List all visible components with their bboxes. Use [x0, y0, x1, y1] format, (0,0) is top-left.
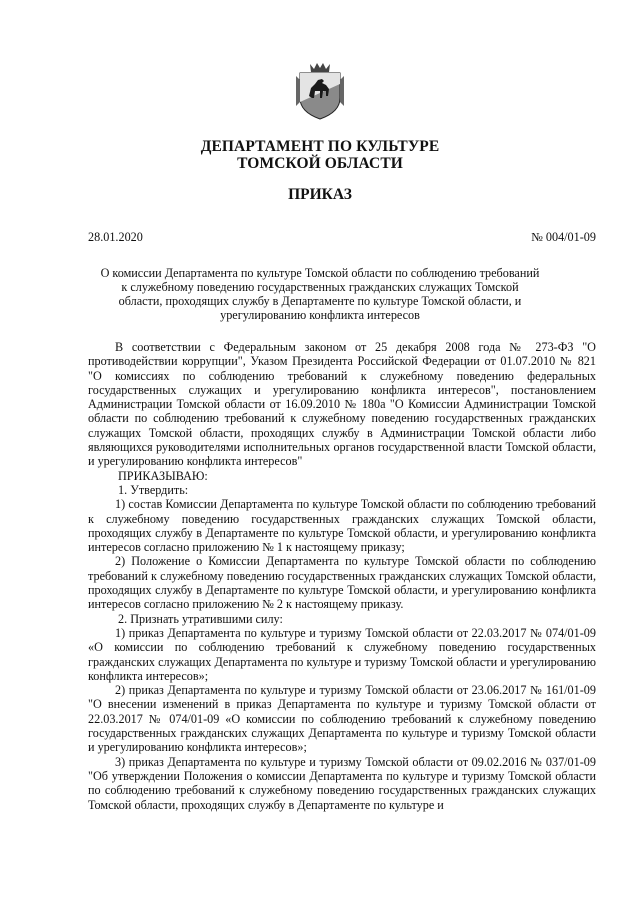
coat-of-arms-icon [295, 62, 345, 120]
order-subject: О комиссии Департамента по культуре Томской области по соблюдению требований к служебному поведению государственных гражданских служащих Томской области, проходящих службу в Департаменте по культуре Томской области, и урегулированию конфликта интересов [100, 266, 540, 322]
item-2-1-paragraph: 1) приказ Департамента по культуре и туризму Томской области от 22.03.2017 № 074/01-09 «О комиссии по соблюдению требований к служебному поведению государственных гражданских служащих Департамента по культуре и туризму Томской области и урегулированию конфликта интересов»; [88, 625, 596, 683]
order-body [88, 340, 596, 812]
department-line-2: ТОМСКОЙ ОБЛАСТИ [237, 155, 403, 172]
order-number: № 004/01-09 [531, 230, 596, 244]
item-1-heading: 1. Утвердить: [118, 482, 189, 497]
item-1-1-paragraph: 1) состав Комиссии Департамента по культуре Томской области по соблюдению требований к служебному поведению государственных гражданских служащих Томской области, проходящих службу в Департаменте по культуре Томской области, и урегулированию конфликта интересов согласно приложению № 1 к настоящему приказу; [88, 497, 596, 555]
item-2-2-paragraph: 2) приказ Департамента по культуре и туризму Томской области от 23.06.2017 № 161/01-09 "О внесении изменений в приказ Департамента по культуре и туризму Томской области от 22.03.2017 № 074/01-09 «О комиссии по соблюдению требований к служебному поведению государственных гражданских служащих Департамента по культуре и туризму Томской области и урегулированию конфликта интересов»; [88, 683, 596, 755]
department-line-1: ДЕПАРТАМЕНТ ПО КУЛЬТУРЕ [200, 138, 440, 155]
order-date: 28.01.2020 [88, 230, 143, 244]
department-name [0, 138, 640, 172]
preamble-paragraph: В соответствии с Федеральным законом от 25 декабря 2008 года № 273-ФЗ "О противодействии коррупции", Указом Президента Российской Федерации от 01.07.2010 № 821 "О комиссиях по соблюдению требований к служебному поведению федеральных государственных служащих и урегулированию конфликта интересов", постановлением Администрации Томской области от 16.09.2010 № 180а "О Комиссии Администрации Томской области по соблюдению требований к служебному поведению государственных гражданских служащих Томской области, проходящих службу в Администрации Томской области либо являющихся руководителями исполнительных органов государственной власти Томской области, и урегулированию конфликта интересов" [88, 340, 596, 469]
item-2-heading: 2. Признать утратившими силу: [118, 611, 283, 626]
document-type: ПРИКАЗ [288, 186, 352, 203]
item-2-3-paragraph: 3) приказ Департамента по культуре и туризму Томской области от 09.02.2016 № 037/01-09 "Об утверждении Положения о комиссии Департамента по культуре и туризму Томской области по соблюдению требований к служебному поведению государственных гражданских служащих Томской области, проходящих службу в Департаменте по культуре и [88, 754, 596, 812]
item-1-2-paragraph: 2) Положение о Комиссии Департамента по культуре Томской области по соблюдению требований к служебному поведению государственных гражданских служащих Томской области, проходящих службу в Департаменте по культуре Томской области, и урегулированию конфликта интересов согласно приложению № 2 к настоящему приказу. [88, 554, 596, 612]
order-word: ПРИКАЗЫВАЮ: [118, 468, 208, 483]
